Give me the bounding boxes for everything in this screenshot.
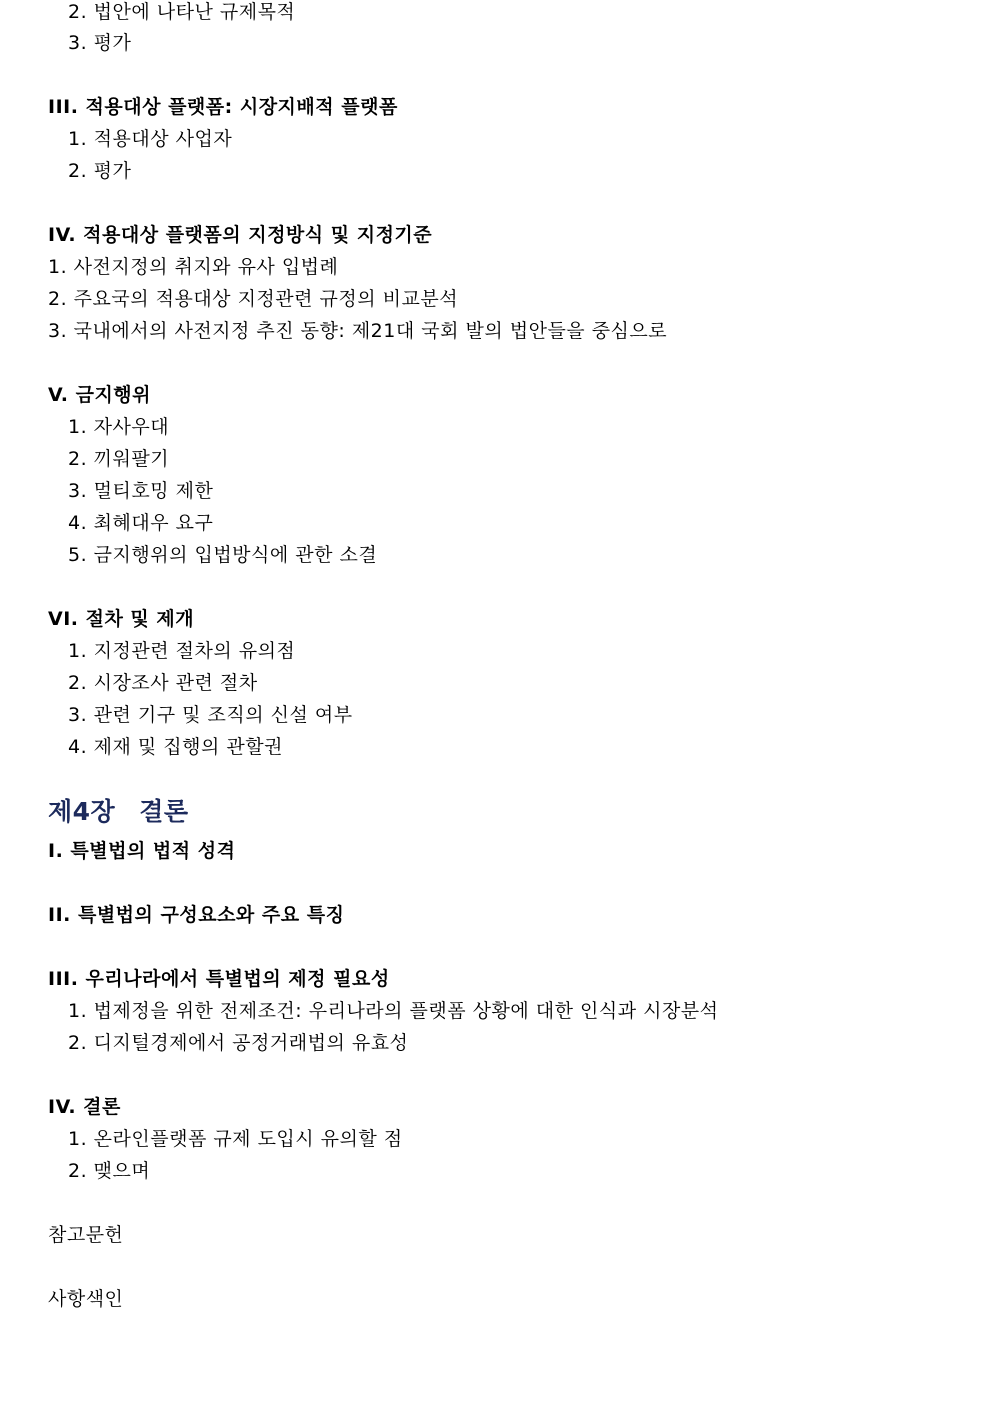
toc-item: 5. 금지행위의 입법방식에 관한 소결 <box>68 544 378 566</box>
toc-item: 4. 제재 및 집행의 관할권 <box>68 736 283 758</box>
toc-item: 1. 사전지정의 취지와 유사 입법례 <box>48 256 339 278</box>
toc-item: 3. 국내에서의 사전지정 추진 동향: 제21대 국회 발의 법안들을 중심으로 <box>48 320 668 342</box>
toc-index: 사항색인 <box>48 1288 124 1310</box>
toc-references: 참고문헌 <box>48 1224 124 1246</box>
toc-item: 2. 시장조사 관련 절차 <box>68 672 258 694</box>
toc-item: 1. 자사우대 <box>68 416 170 438</box>
toc-item: 2. 법안에 나타난 규제목적 <box>68 1 296 23</box>
toc-item: 3. 관련 기구 및 조직의 신설 여부 <box>68 704 353 726</box>
toc-section-title: III. 우리나라에서 특별법의 제정 필요성 <box>48 968 390 990</box>
chapter-number: 제4장 <box>48 797 116 826</box>
chapter-heading <box>48 797 189 827</box>
toc-item: 1. 지정관련 절차의 유의점 <box>68 640 296 662</box>
toc-section-title: III. 적용대상 플랫폼: 시장지배적 플랫폼 <box>48 96 398 118</box>
toc-section-title: IV. 결론 <box>48 1096 121 1118</box>
toc-item: 2. 맺으며 <box>68 1160 151 1182</box>
toc-item: 1. 법제정을 위한 전제조건: 우리나라의 플랫폼 상황에 대한 인식과 시장분석 <box>68 1000 719 1022</box>
toc-item: 2. 주요국의 적용대상 지정관련 규정의 비교분석 <box>48 288 459 310</box>
toc-section-title: VI. 절차 및 제개 <box>48 608 195 630</box>
toc-item: 3. 멀티호밍 제한 <box>68 480 214 502</box>
toc-section-title: I. 특별법의 법적 성격 <box>48 840 236 862</box>
toc-item: 2. 평가 <box>68 160 132 182</box>
toc-item: 4. 최혜대우 요구 <box>68 512 214 534</box>
toc-item: 1. 온라인플랫폼 규제 도입시 유의할 점 <box>68 1128 403 1150</box>
toc-item: 2. 끼워팔기 <box>68 448 170 470</box>
chapter-title: 결론 <box>139 797 189 826</box>
toc-item: 1. 적용대상 사업자 <box>68 128 233 150</box>
toc-section-title: IV. 적용대상 플랫폼의 지정방식 및 지정기준 <box>48 224 433 246</box>
toc-item: 2. 디지털경제에서 공정거래법의 유효성 <box>68 1032 409 1054</box>
toc-section-title: II. 특별법의 구성요소와 주요 특징 <box>48 904 345 926</box>
toc-item: 3. 평가 <box>68 32 132 54</box>
toc-section-title: V. 금지행위 <box>48 384 152 406</box>
